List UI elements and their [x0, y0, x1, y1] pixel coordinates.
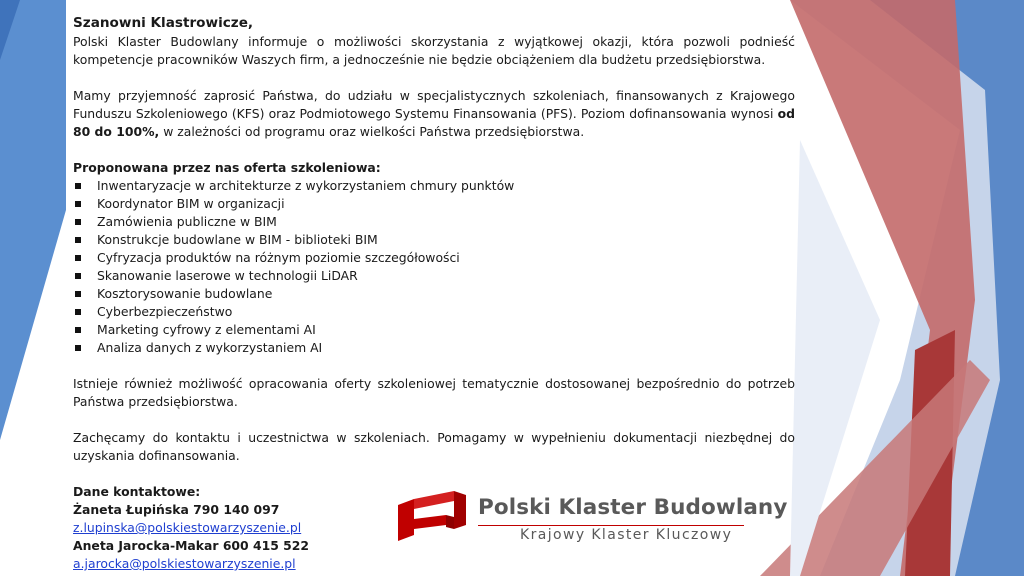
offer-heading: Proponowana przez nas oferta szkoleniowa: [73, 160, 381, 175]
offer-item-label: Koordynator BIM w organizacji [97, 196, 285, 211]
bullet-icon [75, 255, 81, 261]
list-item [73, 177, 795, 195]
list-item [73, 339, 795, 357]
logo-subtitle: Krajowy Klaster Kluczowy [520, 527, 733, 543]
offer-item-label: Analiza danych z wykorzystaniem AI [97, 340, 323, 355]
list-item [73, 231, 795, 249]
bullet-icon [75, 327, 81, 333]
contact-heading: Dane kontaktowe: [73, 484, 201, 499]
invitation-paragraph: Zachęcamy do kontaktu i uczestnictwa w szkoleniach. Pomagamy w wypełnieniu dokumentacji niezbędnej do uzyskania dofinansowania. [73, 430, 795, 463]
offer-item-label: Cyberbezpieczeństwo [97, 304, 233, 319]
bullet-icon [75, 345, 81, 351]
funding-percentage: od 80 do 100%, [73, 106, 795, 139]
list-item [73, 303, 795, 321]
email-link-2[interactable]: a.jarocka@polskiestowarzyszenie.pl [73, 556, 296, 571]
offer-item-label: Konstrukcje budowlane w BIM - biblioteki BIM [97, 232, 378, 247]
bullet-icon [75, 201, 81, 207]
list-item [73, 213, 795, 231]
intro-paragraph: Polski Klaster Budowlany informuje o możliwości skorzystania z wyjątkowej okazji, która pozwoli podnieść kompetencje pracowników Waszych firm, a jednocześnie nie będzie obciążeniem dla budżetu przedsiębiorstwa. [73, 34, 795, 67]
logo-title: Polski Klaster Budowlany [478, 495, 788, 520]
bullet-icon [75, 309, 81, 315]
contact-person-2: Aneta Jarocka-Makar 600 415 522 [73, 538, 310, 553]
bullet-icon [75, 273, 81, 279]
list-item [73, 249, 795, 267]
offer-item-label: Cyfryzacja produktów na różnym poziomie szczegółowości [97, 250, 460, 265]
offer-item-label: Inwentaryzacje w architekturze z wykorzystaniem chmury punktów [97, 178, 515, 193]
bullet-icon [75, 237, 81, 243]
bullet-icon [75, 291, 81, 297]
list-item [73, 195, 795, 213]
bullet-icon [75, 219, 81, 225]
offer-item-label: Marketing cyfrowy z elementami AI [97, 322, 316, 337]
custom-offer-paragraph: Istnieje również możliwość opracowania oferty szkoleniowej tematycznie dostosowanej bezpośrednio do potrzeb Państwa przedsiębiorstwa. [73, 376, 795, 409]
list-item [73, 285, 795, 303]
offer-item-label: Kosztorysowanie budowlane [97, 286, 273, 301]
funding-text-before: Mamy przyjemność zaprosić Państwa, do udziału w specjalistycznych szkoleniach, finansowanych z Krajowego Funduszu Szkoleniowego (KFS) oraz Podmiotowego Systemu Finansowania (PFS). Poziom dofinansowania wynosi [73, 88, 795, 121]
bullet-icon [75, 183, 81, 189]
list-item [73, 267, 795, 285]
funding-paragraph [73, 87, 795, 141]
logo-divider [478, 525, 744, 526]
greeting: Szanowni Klastrowicze, [73, 15, 254, 31]
left-blue-triangle [0, 0, 66, 440]
funding-text-after: w zależności od programu oraz wielkości Państwa przedsiębiorstwa. [159, 124, 585, 139]
offer-list [73, 177, 795, 357]
company-logo [398, 485, 788, 545]
list-item [73, 321, 795, 339]
offer-item-label: Zamówienia publiczne w BIM [97, 214, 277, 229]
red-block-logo-icon [398, 485, 470, 545]
offer-item-label: Skanowanie laserowe w technologii LiDAR [97, 268, 358, 283]
contact-person-1: Żaneta Łupińska 790 140 097 [73, 502, 280, 517]
email-link-1[interactable]: z.lupinska@polskiestowarzyszenie.pl [73, 520, 302, 535]
